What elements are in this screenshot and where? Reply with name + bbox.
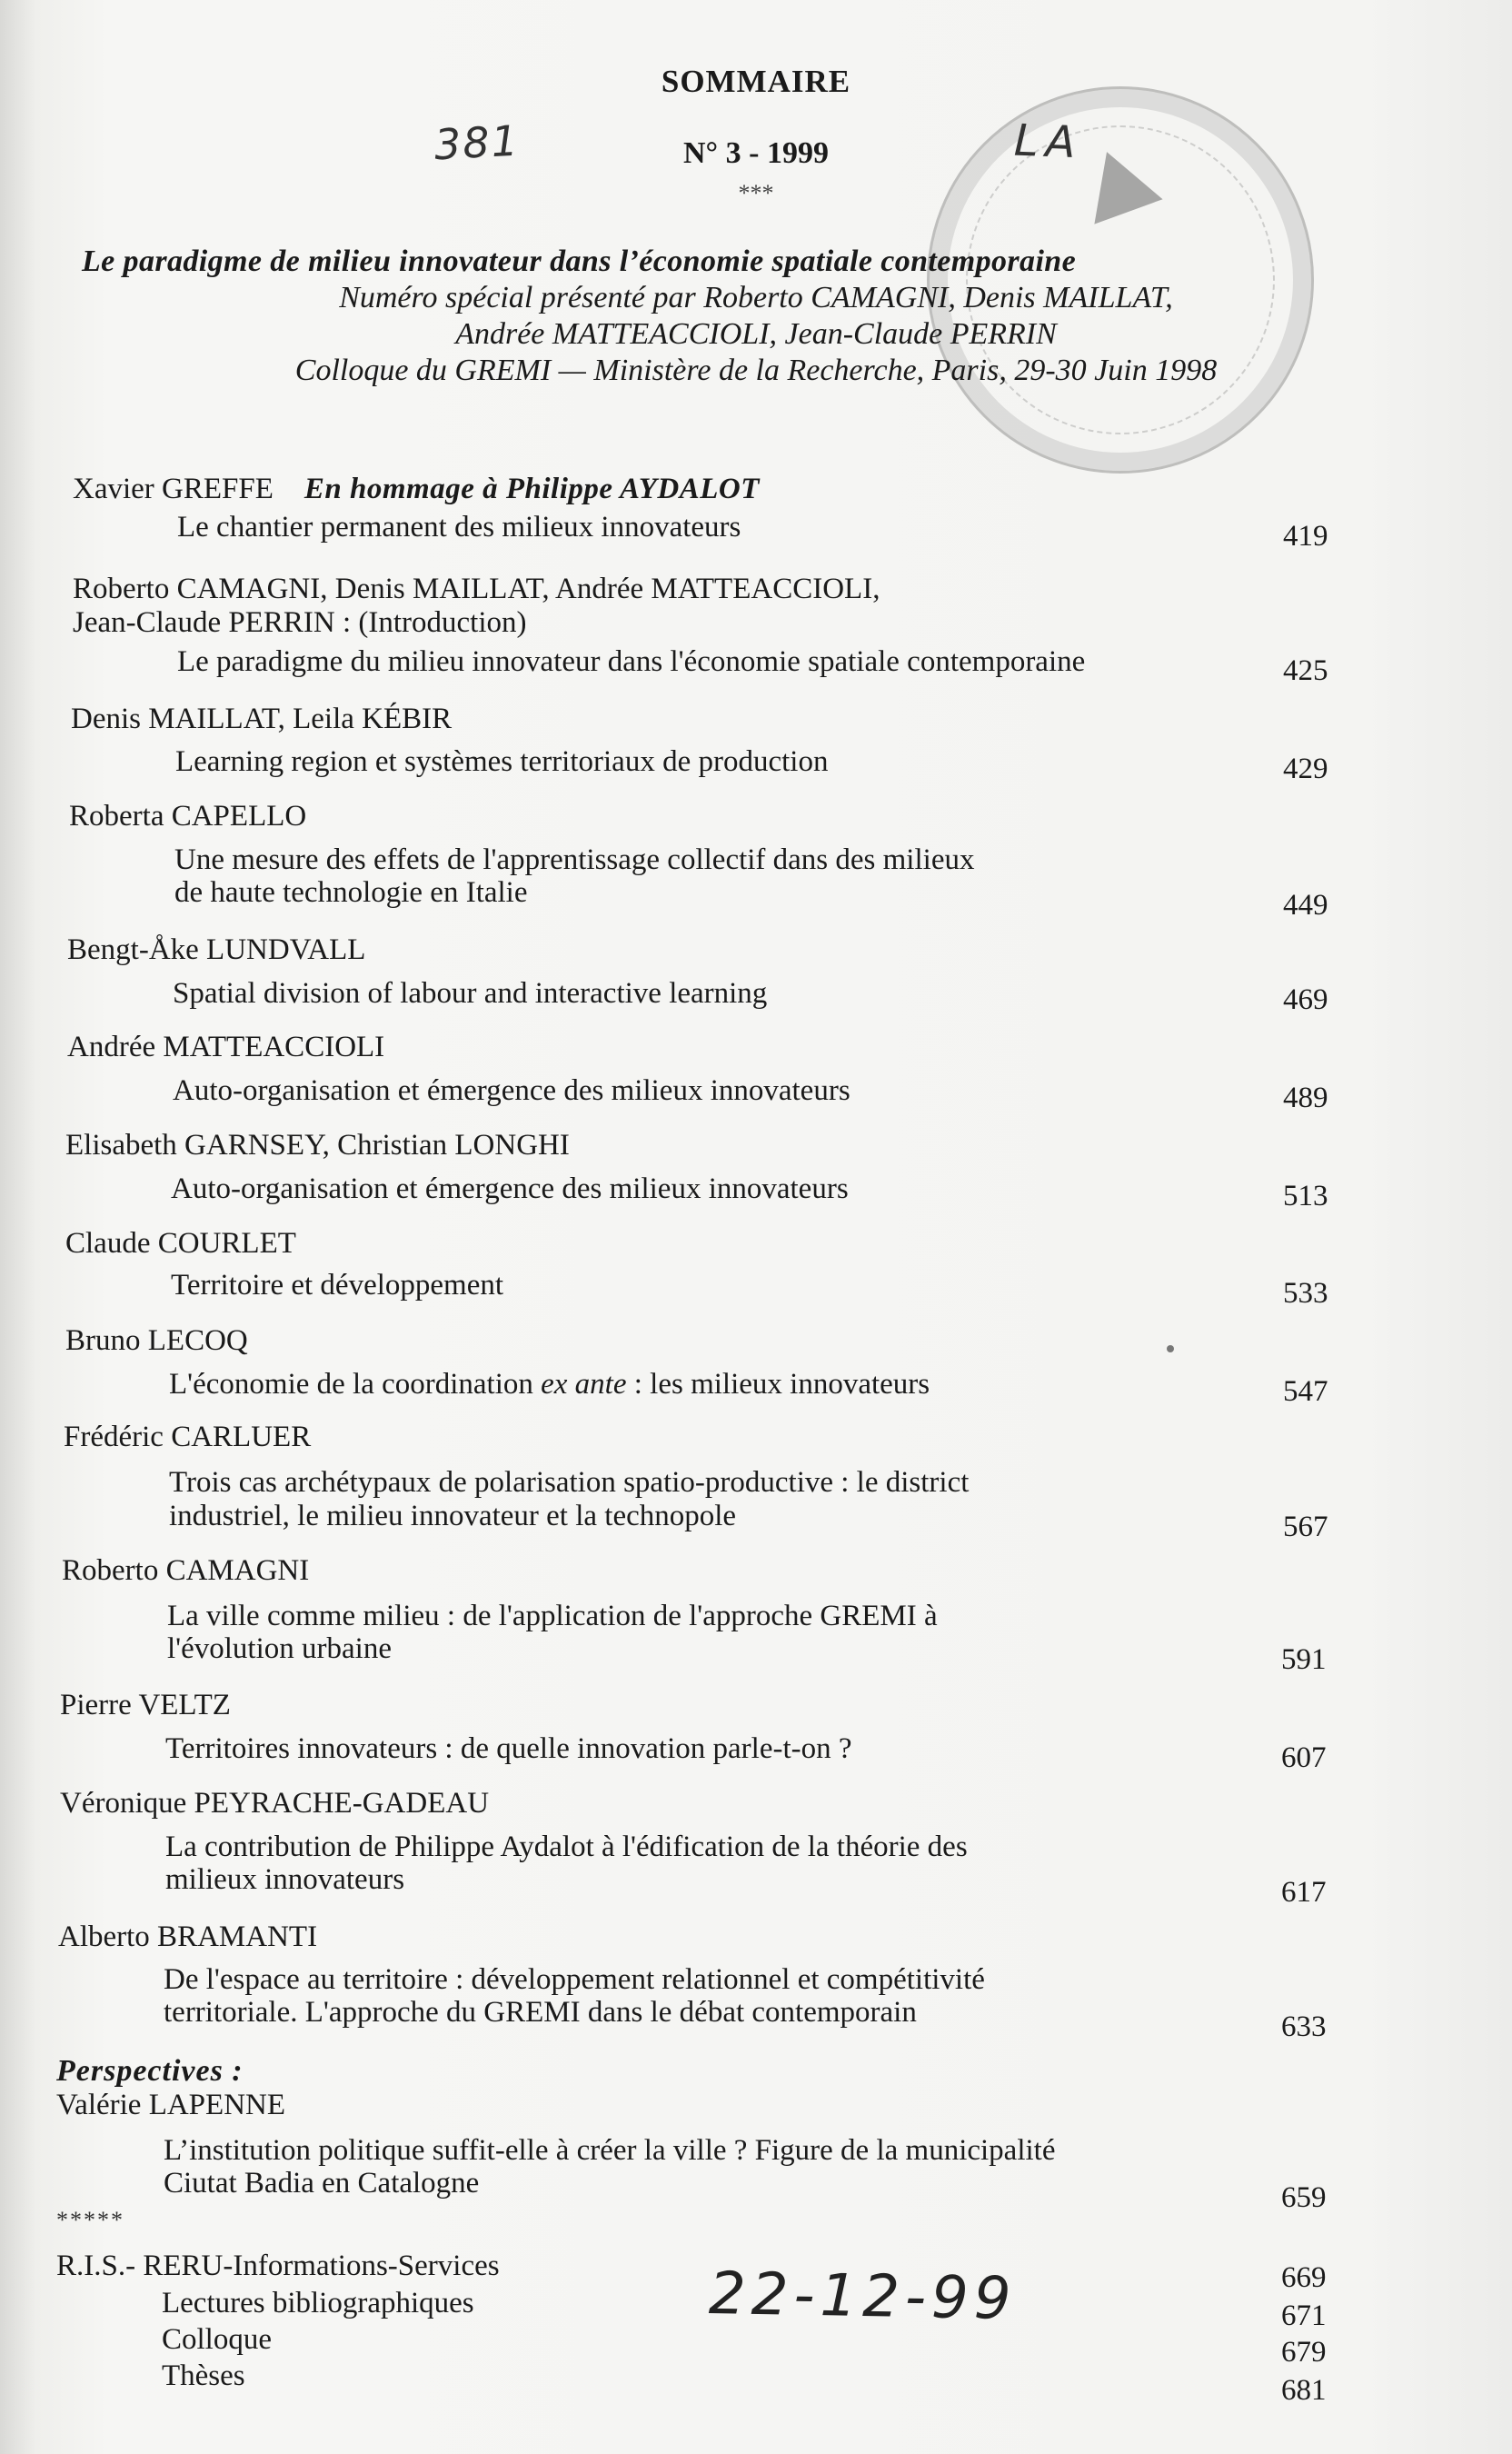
- perspectives-title: L’institution politique suffit-elle à créer la ville ? Figure de la municipalité: [164, 2134, 1056, 2167]
- ris-item-colloquium: Colloque: [162, 2323, 272, 2356]
- entry-title: Auto-organisation et émergence des milieux innovateurs: [173, 1074, 850, 1107]
- page-title: SOMMAIRE: [661, 64, 851, 99]
- entry-title: De l'espace au territoire : développement relationnel et compétitivité: [164, 1963, 985, 1996]
- entry-author: Pierre VELTZ: [60, 1689, 231, 1721]
- ris-heading: R.I.S.- RERU-Informations-Services: [56, 2250, 500, 2282]
- entry-page: 429: [1283, 753, 1328, 785]
- entry-title: Trois cas archétypaux de polarisation spatio-productive : le district: [169, 1466, 970, 1499]
- entry-author-name: Xavier GREFFE: [73, 473, 274, 505]
- entry-page: 607: [1281, 1741, 1327, 1774]
- entry-title-part: : les milieux innovateurs: [626, 1368, 930, 1401]
- entry-author: Claude COURLET: [65, 1227, 296, 1260]
- special-issue-block: [0, 244, 1512, 389]
- entry-title: Territoires innovateurs : de quelle innovation parle-t-on ?: [165, 1732, 852, 1765]
- entry-author-continued: Jean-Claude PERRIN : (Introduction): [73, 606, 527, 639]
- entry-page: 533: [1283, 1277, 1328, 1310]
- entry-page: 591: [1281, 1643, 1327, 1676]
- entry-author: Elisabeth GARNSEY, Christian LONGHI: [65, 1129, 570, 1162]
- entry-title-emphasis: ex ante: [541, 1368, 627, 1401]
- entry-page: 489: [1283, 1082, 1328, 1114]
- entry-author: Véronique PEYRACHE-GADEAU: [60, 1787, 490, 1820]
- ris-item-page: 679: [1281, 2336, 1327, 2369]
- ris-item-bibliography: Lectures bibliographiques: [162, 2287, 474, 2319]
- entry-page: 469: [1283, 983, 1328, 1016]
- entry-title: Une mesure des effets de l'apprentissage collectif dans des milieux: [174, 843, 975, 876]
- scan-speck: [1167, 1345, 1174, 1352]
- entry-page: 633: [1281, 2010, 1327, 2043]
- entry-title: Le chantier permanent des milieux innovateurs: [177, 511, 741, 544]
- ris-item-theses: Thèses: [162, 2359, 245, 2392]
- perspectives-heading: Perspectives :: [56, 2054, 244, 2088]
- entry-title: Territoire et développement: [171, 1269, 504, 1302]
- entry-author: [73, 473, 760, 506]
- entry-title: La contribution de Philippe Aydalot à l'édification de la théorie des: [165, 1831, 968, 1863]
- perspectives-author: Valérie LAPENNE: [56, 2089, 286, 2121]
- entry-author: Roberto CAMAGNI: [62, 1554, 310, 1587]
- issue-number: N° 3 - 1999: [683, 136, 829, 170]
- special-issue-presenters-2: Andrée MATTEACCIOLI, Jean-Claude PERRIN: [455, 317, 1057, 351]
- entry-title: Learning region et systèmes territoriaux de production: [175, 745, 829, 778]
- ris-heading-page: 669: [1281, 2261, 1327, 2294]
- entry-page: 547: [1283, 1375, 1328, 1408]
- entry-page: 425: [1283, 654, 1328, 687]
- perspectives-title-continued: Ciutat Badia en Catalogne: [164, 2167, 480, 2200]
- handwritten-code: 381: [433, 115, 522, 170]
- entry-author: Bruno LECOQ: [65, 1324, 248, 1357]
- entry-author: Roberta CAPELLO: [69, 800, 307, 833]
- entry-author: Frédéric CARLUER: [64, 1421, 312, 1453]
- entry-page: 449: [1283, 889, 1328, 922]
- header-separator: ***: [738, 180, 774, 206]
- entry-title-continued: territoriale. L'approche du GREMI dans le débat contemporain: [164, 1996, 917, 2029]
- entry-title-continued: milieux innovateurs: [165, 1863, 405, 1896]
- entry-title-continued: l'évolution urbaine: [167, 1632, 392, 1665]
- handwritten-date: 22-12-99: [708, 2260, 1018, 2333]
- entry-title: La ville comme milieu : de l'application de l'approche GREMI à: [167, 1600, 938, 1632]
- entry-page: 617: [1281, 1876, 1327, 1909]
- special-issue-presenters-1: Numéro spécial présenté par Roberto CAMAGNI, Denis MAILLAT,: [339, 281, 1173, 314]
- entry-page: 513: [1283, 1180, 1328, 1212]
- entry-title: Le paradigme du milieu innovateur dans l'économie spatiale contemporaine: [177, 645, 1086, 678]
- entry-title-continued: de haute technologie en Italie: [174, 876, 528, 909]
- entry-author: Andrée MATTEACCIOLI: [67, 1031, 385, 1063]
- entry-hommage: En hommage à Philippe AYDALOT: [303, 473, 760, 505]
- special-issue-colloquium: Colloque du GREMI — Ministère de la Recherche, Paris, 29-30 Juin 1998: [294, 354, 1218, 387]
- entry-title-part: L'économie de la coordination: [169, 1368, 542, 1401]
- special-issue-title: Le paradigme de milieu innovateur dans l’économie spatiale contemporaine: [82, 244, 1077, 278]
- perspectives-page: 659: [1281, 2181, 1327, 2214]
- entry-page: 419: [1283, 520, 1328, 553]
- handwritten-mark: LA: [1013, 115, 1084, 169]
- entry-author: Bengt-Åke LUNDVALL: [67, 933, 366, 966]
- ris-item-page: 671: [1281, 2299, 1327, 2332]
- entry-author: Alberto BRAMANTI: [58, 1920, 318, 1953]
- ris-item-page: 681: [1281, 2374, 1327, 2407]
- entry-title: Auto-organisation et émergence des milieux innovateurs: [171, 1172, 849, 1205]
- entry-page: 567: [1283, 1511, 1328, 1543]
- entry-author: Roberto CAMAGNI, Denis MAILLAT, Andrée MATTEACCIOLI,: [73, 573, 880, 605]
- entry-title: [169, 1368, 930, 1401]
- section-separator: *****: [56, 2207, 124, 2233]
- entry-author: Denis MAILLAT, Leila KÉBIR: [71, 703, 453, 735]
- entry-title: Spatial division of labour and interactive learning: [173, 977, 768, 1010]
- entry-title-continued: industriel, le milieu innovateur et la technopole: [169, 1500, 737, 1532]
